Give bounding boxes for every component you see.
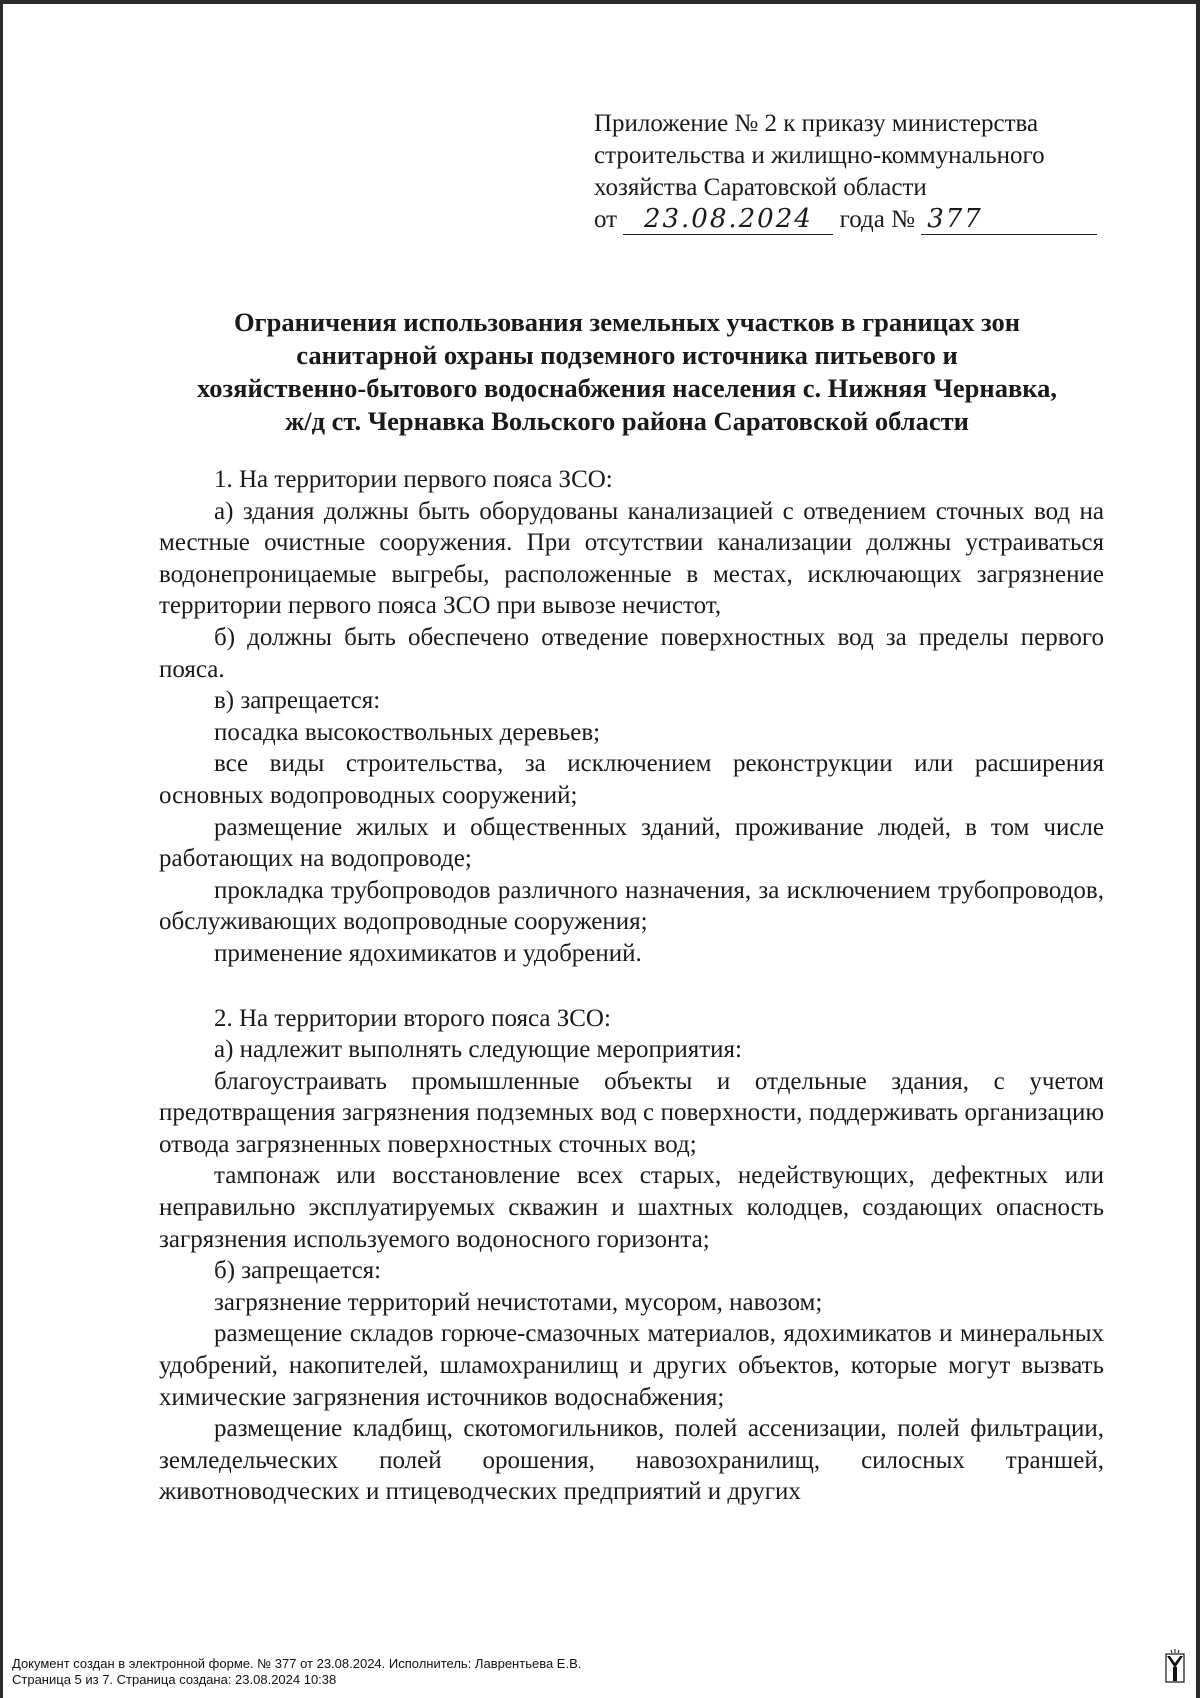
page-border-top	[0, 0, 1200, 4]
section-2-item: благоустраивать промышленные объекты и отдельные здания, с учетом предотвращения загрязнения подземных вод с поверхности, поддерживать организацию отвода загрязненных поверхностных сточных вод;	[159, 1067, 1104, 1158]
document-title	[150, 306, 1104, 438]
footer-line-1: Документ создан в электронной форме. № 377 от 23.08.2024. Исполнитель: Лаврентьева Е.В.	[12, 1656, 582, 1671]
footer-line-2: Страница 5 из 7. Страница создана: 23.08.2024 10:38	[12, 1671, 337, 1687]
section-gap	[159, 970, 1104, 1003]
appendix-prefix: от	[594, 206, 618, 233]
appendix-year-label: года №	[839, 206, 915, 233]
section-2-item: тампонаж или восстановление всех старых, недействующих, дефектных или неправильно эксплуатируемых скважин и шахтных колодцев, создающих опасность загрязнения используемого водоносного горизонта;	[159, 1162, 1104, 1253]
section-2-item: размещение кладбищ, скотомогильников, полей ассенизации, полей фильтрации, земледельческих полей орошения, навозохранилищ, силосных траншей, животноводческих и птицеводческих предприятий и других	[159, 1415, 1104, 1506]
section-1-item: все виды строительства, за исключением реконструкции или расширения основных водопроводных сооружений;	[159, 750, 1104, 809]
section-2-item: загрязнение территорий нечистотами, мусором, навозом;	[214, 1288, 823, 1316]
order-date-field	[623, 205, 833, 235]
section-1-item: посадка высокоствольных деревьев;	[214, 718, 601, 746]
page-border-left	[0, 0, 3, 1698]
title-line-4: ж/д ст. Чернавка Вольского района Саратовской области	[285, 406, 969, 436]
title-line-3: хозяйственно-бытового водоснабжения населения с. Нижняя Чернавка,	[197, 373, 1057, 403]
appendix-line-3: хозяйства Саратовской области	[594, 174, 927, 201]
appendix-line-2: строительства и жилищно-коммунального	[594, 142, 1045, 169]
appendix-block	[594, 108, 1114, 236]
appendix-line-1: Приложение № 2 к приказу министерства	[594, 110, 1039, 137]
order-number-handwritten: 377	[927, 204, 983, 234]
section-1-item: б) должны быть обеспечено отведение поверхностных вод за пределы первого пояса.	[159, 623, 1104, 683]
section-2-item: б) запрещается:	[214, 1257, 382, 1285]
section-1-item: применение ядохимикатов и удобрений.	[214, 939, 642, 967]
appendix-date-line	[594, 204, 1114, 236]
order-number-field	[921, 205, 1097, 235]
section-2-item: размещение складов горюче-смазочных материалов, ядохимикатов и минеральных удобрений, накопителей, шламохранилищ и других объектов, которые могут вызвать химические загрязнения источников водоснабжения;	[159, 1320, 1104, 1411]
section-1-item: прокладка трубопроводов различного назначения, за исключением трубопроводов, обслуживающих водопроводные сооружения;	[159, 876, 1104, 936]
section-2-item: а) надлежит выполнять следующие мероприятия:	[214, 1036, 742, 1064]
section-1-item: а) здания должны быть оборудованы канализацией с отведением сточных вод на местные очистные сооружения. При отсутствии канализации должны устраиваться водонепроницаемые выгребы, расположенные в местах, исключающих загрязнение территории первого пояса ЗСО при вывозе нечистот,	[159, 497, 1104, 620]
document-body	[159, 464, 1104, 1508]
order-date-handwritten: 23.08.2024	[643, 204, 813, 234]
section-1-item: размещение жилых и общественных зданий, проживание людей, в том числе работающих на водопроводе;	[159, 813, 1104, 873]
section-1-item: в) запрещается:	[214, 687, 381, 715]
title-line-1: Ограничения использования земельных участков в границах зон	[233, 307, 1021, 337]
title-line-2: санитарной охраны подземного источника питьевого и	[296, 340, 958, 370]
page-border-right	[1196, 0, 1200, 1698]
document-footer	[12, 1656, 581, 1687]
section-1-heading: 1. На территории первого пояса ЗСО:	[214, 466, 613, 493]
saratov-emblem-icon	[1162, 1648, 1188, 1684]
section-2-heading: 2. На территории второго пояса ЗСО:	[214, 1004, 611, 1032]
